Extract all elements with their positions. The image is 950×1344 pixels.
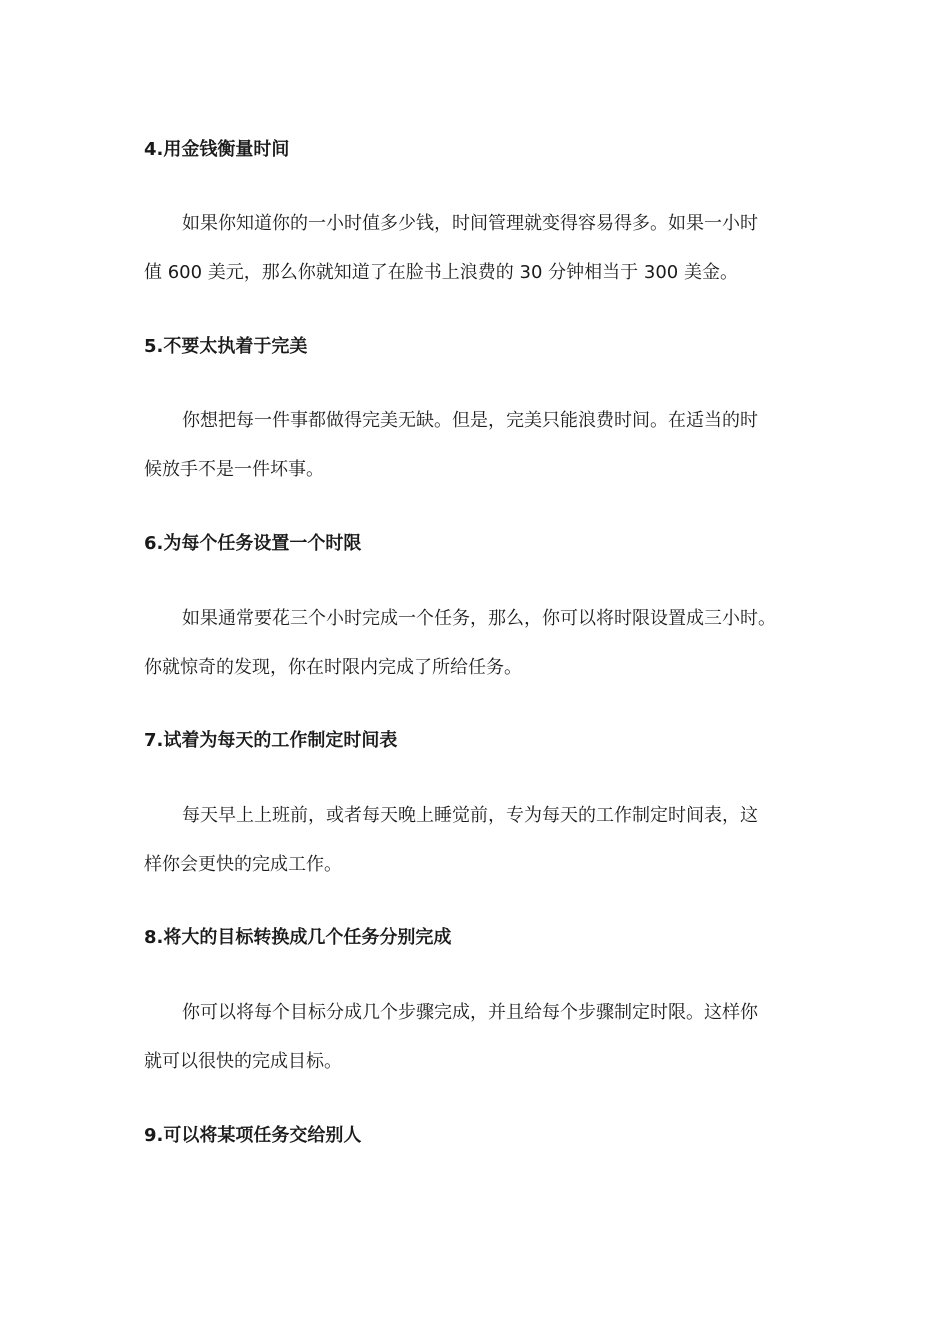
section-paragraph-4 bbox=[144, 199, 824, 297]
section-heading-6: 6.为每个任务设置一个时限 bbox=[144, 533, 362, 554]
section-paragraph-5 bbox=[144, 396, 824, 494]
section-heading-9: 9.可以将某项任务交给别人 bbox=[144, 1125, 362, 1146]
paragraph-line: 候放手不是一件坏事。 bbox=[144, 459, 324, 480]
section-paragraph-6 bbox=[144, 594, 824, 692]
paragraph-line: 你可以将每个目标分成几个步骤完成，并且给每个步骤制定时限。这样你 bbox=[182, 1002, 758, 1023]
section-heading-5: 5.不要太执着于完美 bbox=[144, 336, 308, 357]
section-heading-8: 8.将大的目标转换成几个任务分别完成 bbox=[144, 927, 452, 948]
section-paragraph-8 bbox=[144, 988, 824, 1086]
paragraph-line: 就可以很快的完成目标。 bbox=[144, 1051, 342, 1072]
section-heading-4: 4.用金钱衡量时间 bbox=[144, 139, 290, 160]
paragraph-line: 每天早上上班前，或者每天晚上睡觉前，专为每天的工作制定时间表，这 bbox=[182, 805, 758, 826]
section-heading-7: 7.试着为每天的工作制定时间表 bbox=[144, 730, 398, 751]
paragraph-line: 你就惊奇的发现，你在时限内完成了所给任务。 bbox=[144, 657, 522, 678]
paragraph-line: 如果你知道你的一小时值多少钱，时间管理就变得容易得多。如果一小时 bbox=[182, 213, 758, 234]
paragraph-line: 值 600 美元，那么你就知道了在脸书上浪费的 30 分钟相当于 300 美金。 bbox=[144, 262, 738, 283]
section-paragraph-7 bbox=[144, 791, 824, 889]
paragraph-line: 样你会更快的完成工作。 bbox=[144, 854, 342, 875]
paragraph-line: 你想把每一件事都做得完美无缺。但是，完美只能浪费时间。在适当的时 bbox=[182, 410, 758, 431]
paragraph-line: 如果通常要花三个小时完成一个任务，那么，你可以将时限设置成三小时。 bbox=[182, 608, 776, 629]
